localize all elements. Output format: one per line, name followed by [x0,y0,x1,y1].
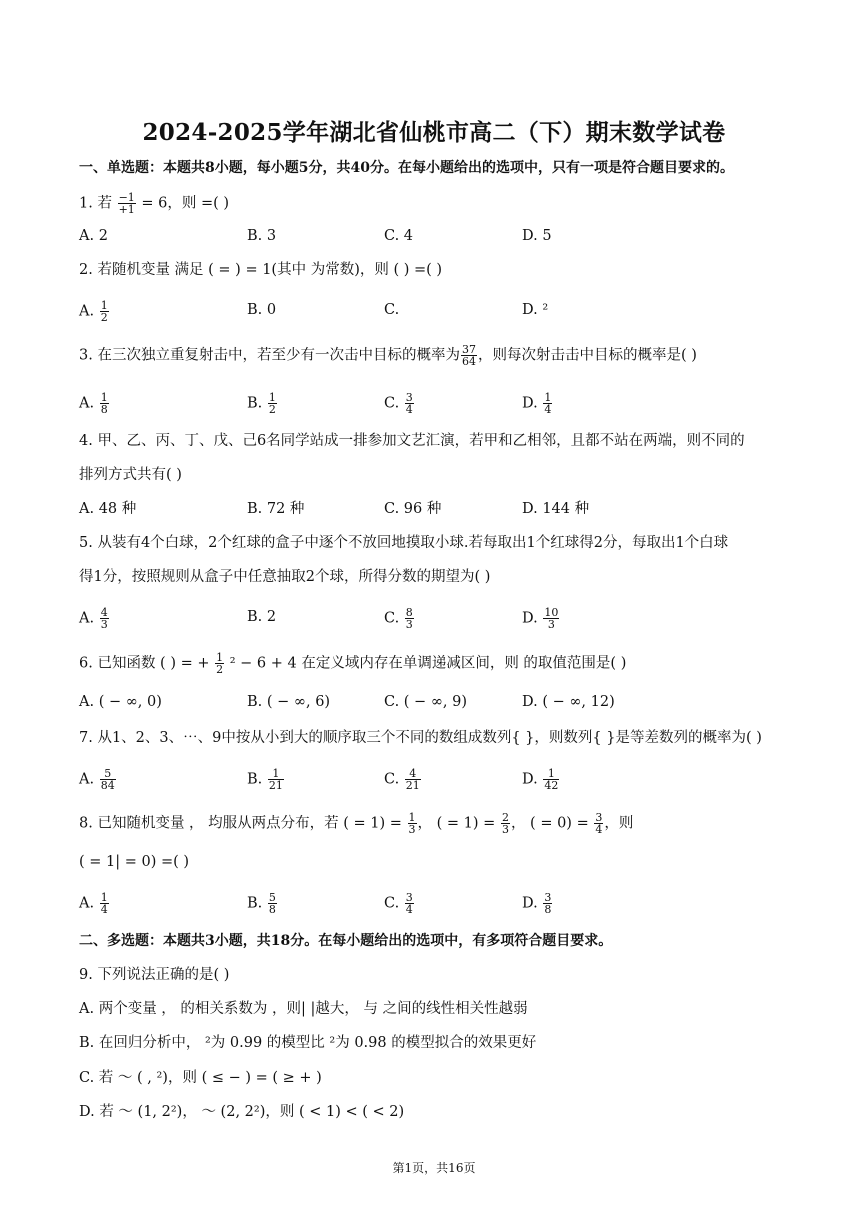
option-a: A. 48 种 [79,501,137,517]
option-b: B. $\frac{1}{21}$ [247,767,283,792]
option-d: D. $\frac{10}{3}$ [522,606,559,631]
fraction: $\frac{10}{3}$ [544,606,559,631]
question-8-line-2: ( = 1| = 0) =( ) [79,854,190,870]
question-5-line-2: 得1分，按照规则从盒子中任意抽取2个球，所得分数的期望为( ) [79,569,491,585]
fraction: $\frac{5}{8}$ [268,891,276,916]
option-c: C. [384,302,400,318]
page-title: 2024-2025学年湖北省仙桃市高二（下）期末数学试卷 [142,119,726,146]
option-d: D. ² [522,302,549,318]
option-c: C. 96 种 [384,501,442,517]
fraction: $\frac{3}{8}$ [544,891,552,916]
question-7: 7. 从1、2、3、⋯、9中按从小到大的顺序取三个不同的数组成数列{ }，则数列{ }是等差数列的概率为( ) [79,730,762,746]
fraction: $\frac{1}{2}$ [100,299,108,324]
fraction: $\frac{4}{21}$ [405,767,420,792]
question-9: 9. 下列说法正确的是( ) [79,967,230,983]
option-a: A. $\frac{1}{8}$ [79,391,108,416]
option-d: D. 5 [522,228,552,244]
fraction: $\frac{1}{2}$ [268,391,276,416]
question-4-line-2: 排列方式共有( ) [79,467,182,483]
question-4-line-1: 4. 甲、乙、丙、丁、戊、己6名同学站成一排参加文艺汇演，若甲和乙相邻，且都不站在两端，则不同的 [79,433,745,449]
option-a: A. $\frac{5}{84}$ [79,767,115,792]
fraction: $\frac{4}{3}$ [100,606,108,631]
question-5-line-1: 5. 从装有4个白球，2个红球的盒子中逐个不放回地摸取小球.若每取出1个红球得2分，每取出1个白球 [79,535,729,551]
fraction: $\frac{1}{4}$ [100,891,108,916]
option-d: D. ( − ∞, 12) [522,694,615,710]
option-a: A. $\frac{1}{2}$ [79,299,108,324]
option-d: D. $\frac{1}{4}$ [522,391,552,416]
option-a: A. 两个变量 ， 的相关系数为 ，则| |越大， 与 之间的线性相关性越弱 [79,1001,528,1017]
fraction: $\frac{3}{4}$ [595,811,603,836]
fraction: $\frac{2}{3}$ [501,811,509,836]
option-a: A. $\frac{1}{4}$ [79,891,108,916]
fraction: $\frac{1}{21}$ [268,767,283,792]
option-b: B. 0 [247,302,277,318]
question-2: 2. 若随机变量 满足 ( = ) = 1(其中 为常数)，则 ( ) =( ) [79,262,443,278]
fraction: $\frac{5}{84}$ [100,767,115,792]
option-b: B. 在回归分析中， ²为 0.99 的模型比 ²为 0.98 的模型拟合的效果更好 [79,1035,537,1051]
option-a: A. $\frac{4}{3}$ [79,606,108,631]
option-c: C. ( − ∞, 9) [384,694,467,710]
fraction: $\frac{1}{2}$ [216,651,224,676]
section-single-choice-heading: 一、单选题：本题共8小题，每小题5分，共40分。在每小题给出的选项中，只有一项是符合题目要求的。 [79,160,734,176]
question-8-line-1: 8. 已知随机变量 ， 均服从两点分布，若 ( = 1) = $\frac{1}{3}$ ， ( = 1) = $\frac{2}{3}$ ， ( = 0) = $\frac{3}{4}$ ，则 [79,811,634,836]
fraction: $\frac{1}{3}$ [408,811,416,836]
fraction: $\frac{1}{8}$ [100,391,108,416]
fraction: $\frac{3}{4}$ [405,391,413,416]
fraction: $\frac{1}{42}$ [544,767,559,792]
fraction: $\frac{8}{3}$ [405,606,413,631]
question-6: 6. 已知函数 ( ) = + $\frac{1}{2}$ ² − 6 + 4 在定义域内存在单调递减区间，则 的取值范围是( ) [79,651,627,676]
page-number-footer: 第1页，共16页 [392,1161,476,1175]
fraction: $\frac{-1}{+1}$ [118,191,135,216]
option-d: D. 若 ～ (1, 2²)， ～ (2, 2²)，则 ( < 1) < ( < 2) [79,1104,405,1120]
option-b: B. 2 [247,609,277,625]
option-a: A. ( − ∞, 0) [79,694,162,710]
fraction: $\frac{3}{4}$ [405,891,413,916]
option-b: B. 3 [247,228,277,244]
option-b: B. $\frac{5}{8}$ [247,891,276,916]
option-c: C. $\frac{3}{4}$ [384,891,413,916]
fraction: $\frac{37}{64}$ [461,343,476,368]
option-c: C. 若 ～ ( , ²)，则 ( ≤ − ) = ( ≥ + ) [79,1070,322,1086]
option-c: C. $\frac{8}{3}$ [384,606,413,631]
question-1: 1. 若 $\frac{-1}{+1}$ = 6，则 =( ) [79,191,230,216]
option-d: D. 144 种 [522,501,590,517]
option-b: B. $\frac{1}{2}$ [247,391,276,416]
option-a: A. 2 [79,228,108,244]
option-d: D. $\frac{1}{42}$ [522,767,559,792]
option-b: B. ( − ∞, 6) [247,694,331,710]
question-3: 3. 在三次独立重复射击中，若至少有一次击中目标的概率为 $\frac{37}{64}$ ，则每次射击击中目标的概率是( ) [79,343,697,368]
option-c: C. $\frac{4}{21}$ [384,767,420,792]
option-d: D. $\frac{3}{8}$ [522,891,552,916]
option-b: B. 72 种 [247,501,305,517]
section-multi-choice-heading: 二、多选题：本题共3小题，共18分。在每小题给出的选项中，有多项符合题目要求。 [79,933,613,949]
option-c: C. 4 [384,228,414,244]
fraction: $\frac{1}{4}$ [544,391,552,416]
option-c: C. $\frac{3}{4}$ [384,391,413,416]
